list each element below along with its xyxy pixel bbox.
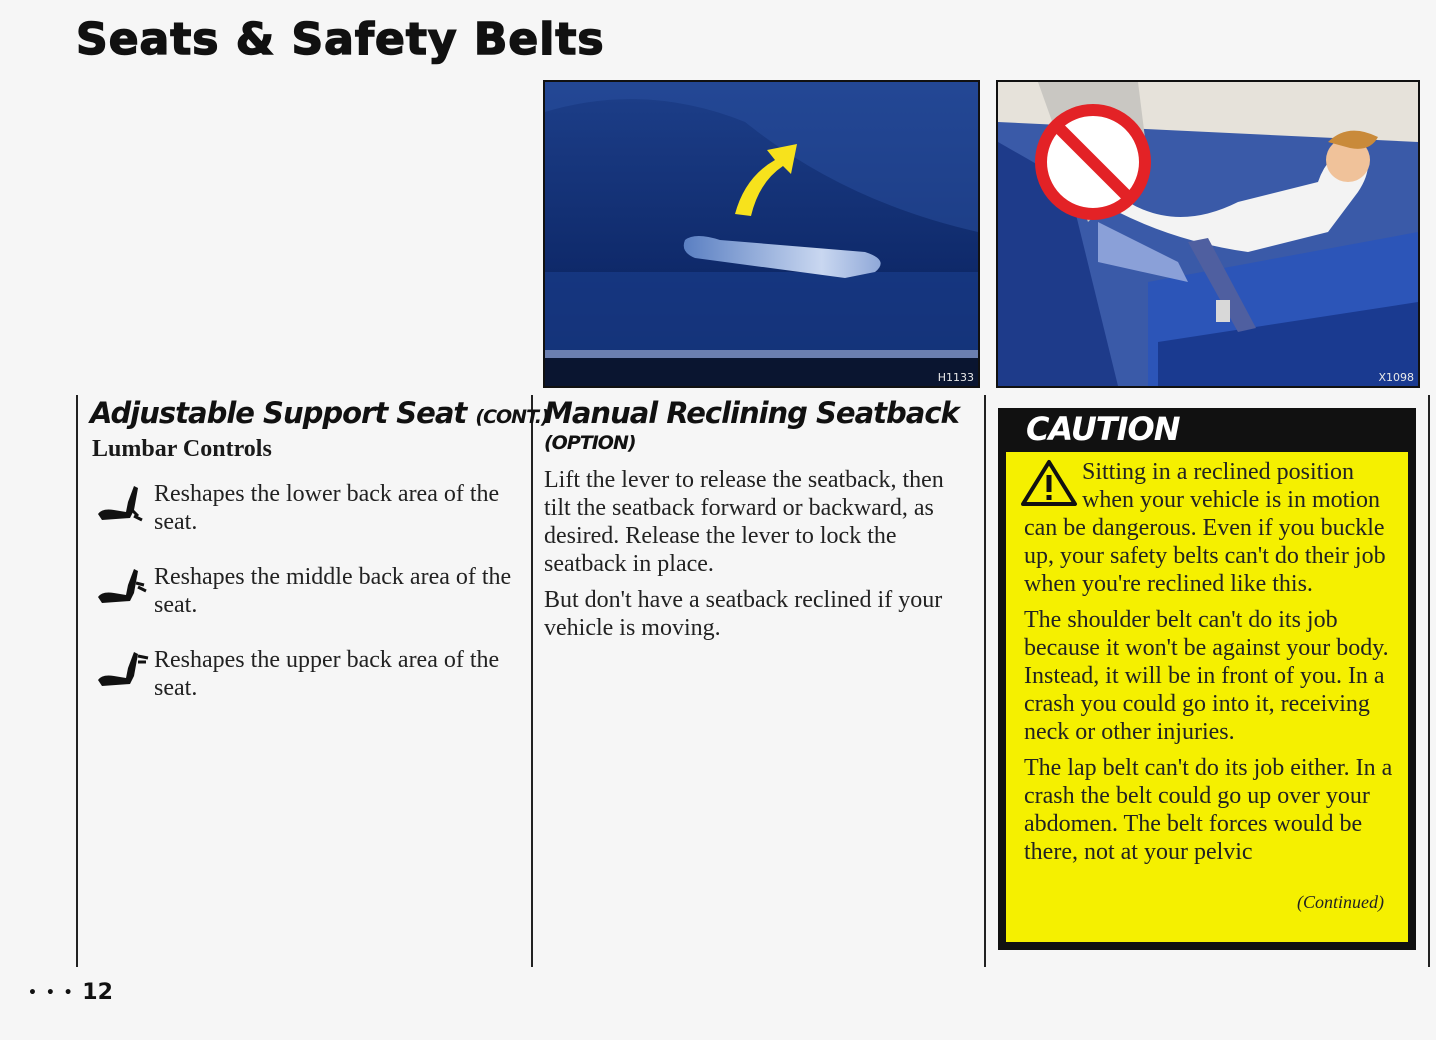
lumbar-middle-icon [92, 563, 154, 613]
column-rule [76, 395, 78, 967]
caution-box [998, 408, 1416, 950]
caution-paragraph: The lap belt can't do its job either. In a crash the belt could go up over your abdomen. The belt forces would be there, not at your pelvic [1024, 755, 1393, 865]
photo-code: X1098 [1378, 371, 1414, 384]
lumbar-item-text: Reshapes the middle back area of the seat. [154, 564, 512, 618]
list-item [92, 563, 522, 619]
lumbar-item-text: Reshapes the lower back area of the seat. [154, 481, 500, 535]
lumbar-subheading: Lumbar Controls [92, 436, 272, 462]
section-heading-suffix: (CONT.) [475, 406, 549, 428]
page-number [28, 980, 113, 1005]
body-copy [544, 466, 964, 642]
column-rule [984, 395, 986, 967]
lumbar-lower-icon [92, 480, 154, 530]
paragraph: Lift the lever to release the seatback, then tilt the seatback forward or backward, as desired. Release the lever to lock the seatback in place. [544, 467, 944, 577]
lumbar-upper-icon [92, 646, 154, 696]
section-heading [90, 396, 549, 430]
list-item [92, 646, 522, 702]
reclined-passenger-illustration [998, 82, 1418, 386]
photo-code: H1133 [937, 371, 974, 384]
lumbar-item-text: Reshapes the upper back area of the seat. [154, 647, 500, 701]
section-subheading: (OPTION) [544, 432, 636, 454]
warning-triangle-icon [1020, 458, 1078, 508]
caution-heading: CAUTION [1026, 410, 1180, 448]
caution-paragraph: The shoulder belt can't do its job because it won't be against your body. Instead, it will be in front of you. In a crash you could go into it, receiving neck or other injuries. [1024, 607, 1389, 745]
caution-paragraph: Sitting in a reclined position when your vehicle is in motion can be dangerous. Even if you buckle up, your safety belts can't do their job when you're reclined like this. [1024, 459, 1386, 597]
section-heading: Manual Reclining Seatback [544, 396, 959, 430]
page-title: Seats & Safety Belts [76, 14, 605, 65]
continued-note: (Continued) [1297, 892, 1384, 912]
column-rule [1428, 395, 1430, 967]
page-number-value: 12 [82, 980, 113, 1005]
paragraph: But don't have a seatback reclined if your vehicle is moving. [544, 587, 943, 641]
page-number-dots: • • • [28, 985, 75, 1001]
section-heading-text: Adjustable Support Seat [90, 396, 467, 430]
caution-body [1006, 452, 1408, 942]
seatback-lever-photo [543, 80, 980, 388]
seatback-lever-illustration [545, 82, 978, 386]
column-rule [531, 395, 533, 967]
reclined-passenger-photo [996, 80, 1420, 388]
list-item [92, 480, 522, 536]
